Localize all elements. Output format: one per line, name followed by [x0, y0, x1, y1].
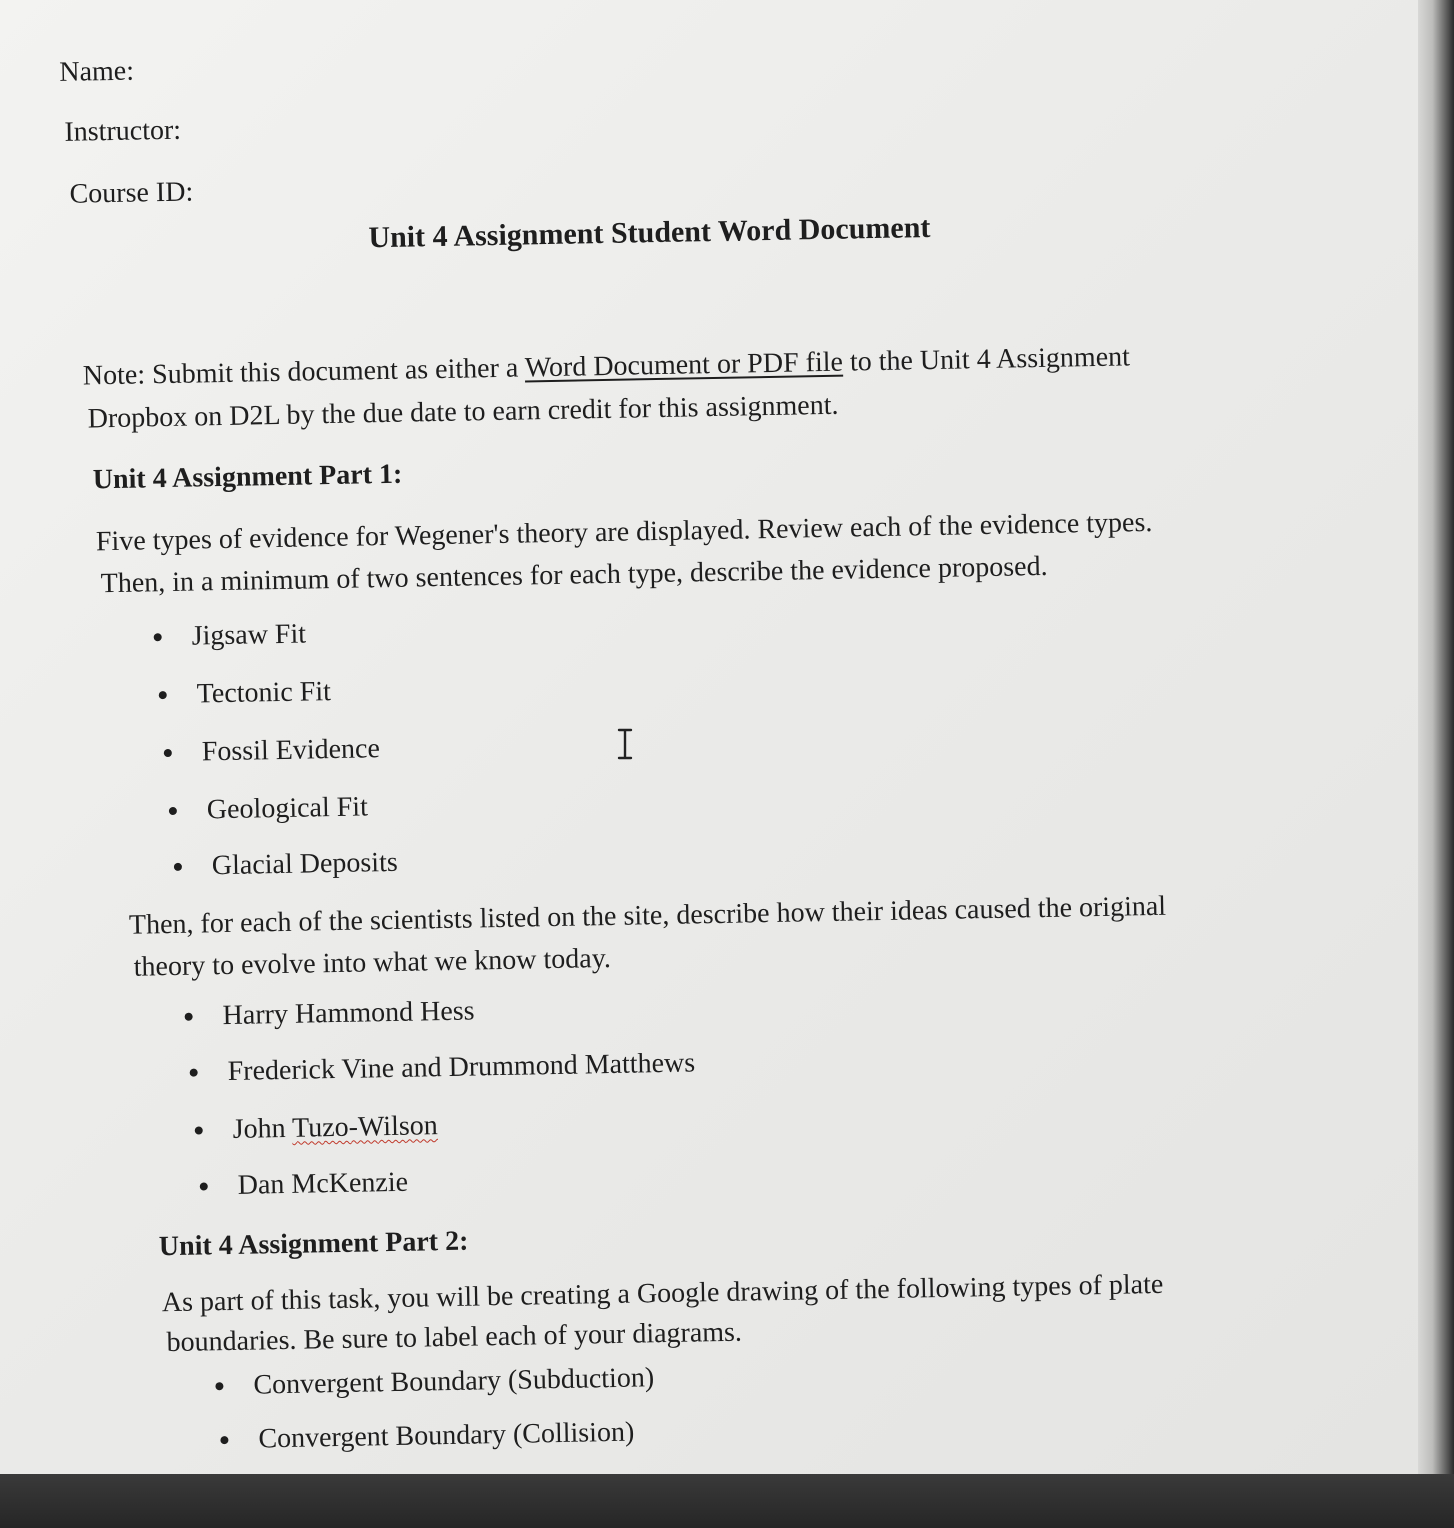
bullet	[164, 749, 172, 757]
bullet	[154, 633, 162, 641]
part2-heading: Unit 4 Assignment Part 2:	[158, 1225, 469, 1263]
bullet	[220, 1436, 228, 1444]
bullet	[185, 1013, 193, 1021]
note-line-2: Dropbox on D2L by the due date to earn credit for this assignment.	[87, 389, 839, 435]
list-item-scientist: Frederick Vine and Drummond Matthews	[227, 1047, 696, 1088]
part2-intro-line-1: As part of this task, you will be creating a Google drawing of the following types of plate	[161, 1268, 1164, 1319]
list-item-boundary: Convergent Boundary (Collision)	[258, 1416, 635, 1455]
list-item-evidence: Glacial Deposits	[211, 846, 398, 882]
part1-intro-line-1: Five types of evidence for Wegener's theory are displayed. Review each of the evidence types.	[95, 506, 1153, 558]
name-label[interactable]: Name:	[59, 55, 135, 88]
list-item-scientist	[232, 1110, 438, 1146]
bullet	[195, 1126, 203, 1134]
note-link[interactable]: Word Document or PDF file	[524, 346, 844, 384]
bullet	[174, 863, 182, 871]
document-title: Unit 4 Assignment Student Word Document	[368, 210, 931, 255]
list-item-boundary: Convergent Boundary (Subduction)	[253, 1362, 655, 1401]
bullet	[169, 807, 177, 815]
list-item-scientist: Dan McKenzie	[237, 1166, 409, 1201]
bullet	[190, 1069, 198, 1077]
i-beam-cursor-icon	[616, 728, 634, 760]
note-suffix: to the Unit 4 Assignment	[842, 341, 1131, 378]
bullet	[215, 1382, 223, 1390]
screen-edge	[1418, 0, 1454, 1474]
part2-intro-line-2: boundaries. Be sure to label each of your diagrams.	[166, 1316, 743, 1359]
scientists-intro-line-1: Then, for each of the scientists listed on the site, describe how their ideas caused the original	[128, 890, 1167, 941]
instructor-label[interactable]: Instructor:	[64, 114, 182, 148]
scientists-intro-line-2: theory to evolve into what we know today.	[133, 942, 612, 983]
list-item-scientist: Harry Hammond Hess	[222, 995, 475, 1032]
list-item-evidence: Geological Fit	[206, 791, 369, 826]
scientist-first-name: John	[232, 1112, 293, 1145]
course-id-label[interactable]: Course ID:	[69, 176, 194, 210]
list-item-evidence: Tectonic Fit	[196, 676, 332, 710]
spellcheck-flagged-word[interactable]: Tuzo-Wilson	[291, 1110, 439, 1144]
bullet	[200, 1182, 208, 1190]
list-item-evidence: Jigsaw Fit	[191, 618, 307, 652]
note-prefix: Note: Submit this document as either a	[82, 352, 526, 392]
list-item-evidence: Fossil Evidence	[201, 733, 381, 768]
part1-intro-line-2: Then, in a minimum of two sentences for each type, describe the evidence proposed.	[100, 550, 1048, 600]
part1-heading: Unit 4 Assignment Part 1:	[92, 458, 403, 496]
screen-bezel	[0, 1474, 1454, 1528]
note-line-1	[83, 341, 1131, 392]
bullet	[159, 691, 167, 699]
